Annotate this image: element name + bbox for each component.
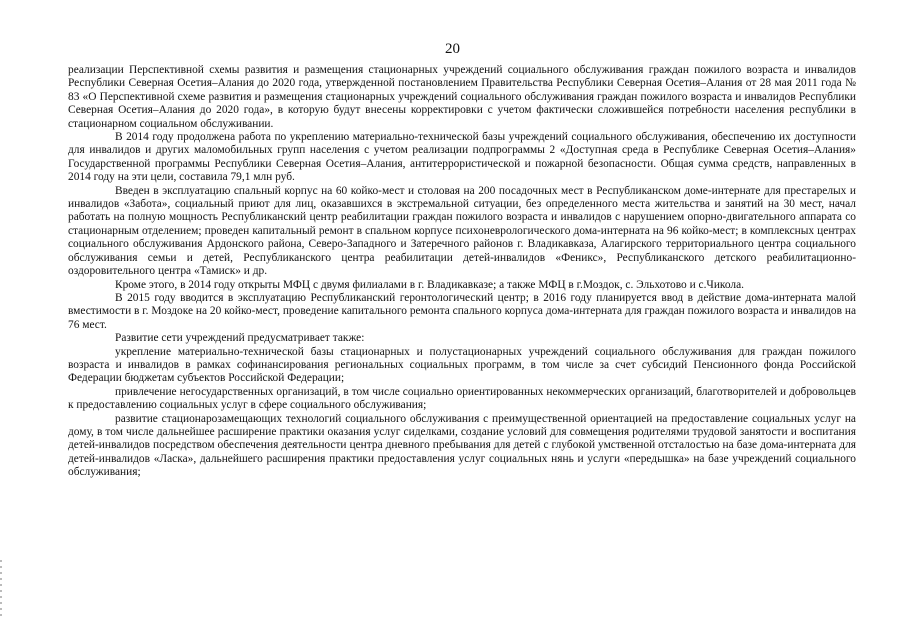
paragraph-2014-material-base: В 2014 году продолжена работа по укреплению материально-технической базы учреждений социального обслуживания, обеспечению их доступности для инвалидов и других маломобильных групп населения с учетом реализации подпрограммы 2 «Доступная среда в Республике Северная Осетия–Алания» Государственной программы Республики Северная Осетия–Алания, антитеррористической и пожарной безопасности. Общая сумма средств, направленных в 2014 году на эти цели, составила 79,1 млн руб.: [68, 131, 856, 184]
paragraph-continuation: реализации Перспективной схемы развития и размещения стационарных учреждений социального обслуживания граждан пожилого возраста и инвалидов Республики Северная Осетия–Алания до 2020 года, утвержденной постановлением Правительства Республики Северная Осетия–Алания от 28 мая 2011 года № 83 «О Перспективной схеме развития и размещения стационарных учреждений социального обслуживания граждан пожилого возраста и инвалидов Республики Северная Осетия–Алания до 2020 года», в которую будут внесены корректировки с учетом фактически сложившейся потребности населения республики в стационарном социальном обслуживании.: [68, 64, 856, 130]
paragraph-list-item-strengthening: укрепление материально-технической базы стационарных и полустационарных учреждений социального обслуживания для граждан пожилого возраста и инвалидов в рамках софинансирования региональных социальных программ, в том числе за счет субсидий Пенсионного фонда Российской Федерации бюджетам субъектов Российской Федерации;: [68, 345, 856, 385]
paragraph-network-development-intro: Развитие сети учреждений предусматривает также:: [115, 332, 365, 345]
paragraph-list-item-ngo-involvement: привлечение негосударственных организаций, в том числе социально ориентированных некоммерческих организаций, благотворителей и добровольцев к предоставлению социальных услуг в сфере социального обслуживания;: [68, 385, 856, 412]
paragraph-mfc-opened: Кроме этого, в 2014 году открыты МФЦ с двумя филиалами в г. Владикавказе; а также МФЦ в г.Моздок, с. Эльхотово и с.Чикола.: [115, 278, 745, 291]
page-number: 20: [445, 41, 460, 57]
paragraph-2015-gerontology-center: В 2015 году вводится в эксплуатацию Республиканский геронтологический центр; в 2016 году планируется ввод в действие дома-интерната малой вместимости в г. Моздоке на 20 койко-мест, проведение капитального ремонта спального корпуса дома-интерната для граждан пожилого возраста и инвалидов на 76 мест.: [68, 291, 856, 331]
paragraph-commissioned-facilities: Введен в эксплуатацию спальный корпус на 60 койко-мест и столовая на 200 посадочных мест в Республиканском доме-интернате для престарелых и инвалидов «Забота», социальный приют для лиц, оказавшихся в экстремальной ситуации, без определенного места жительства и занятий на 30 мест, начал работать на полную мощность Республиканский центр реабилитации граждан пожилого возраста и инвалидов с нарушением опорно-двигательного аппарата со стационарным отделением; проведен капитальный ремонт в спальном корпусе психоневрологического дома-интерната на 96 койко-мест; в комплексных центрах социального обслуживания Ардонского района, Северо-Западного и Затеречного районов г. Владикавказа, Алагирского территориального центра социального обслуживания семьи и детей, Республиканского центра реабилитации детей-инвалидов «Феникс», Республиканского детского реабилитационно-оздоровительного центра «Тамиск» и др.: [68, 184, 856, 278]
scan-edge-mark: [0, 560, 2, 620]
paragraph-list-item-home-care-technologies: развитие стационарозамещающих технологий социального обслуживания с преимущественной ориентацией на предоставление социальных услуг на дому, в том числе дальнейшее расширение практики оказания услуг сиделками, создание условий для совмещения родителями трудовой занятости и воспитания детей-инвалидов посредством обеспечения деятельности центра дневного пребывания для детей с глубокой умственной отсталостью на базе дома-интерната для детей-инвалидов «Ласка», дальнейшего расширения практики предоставления услуг социальных нянь и услуги «передышка» на базе учреждений социального обслуживания;: [68, 412, 856, 479]
document-body: [68, 64, 856, 480]
